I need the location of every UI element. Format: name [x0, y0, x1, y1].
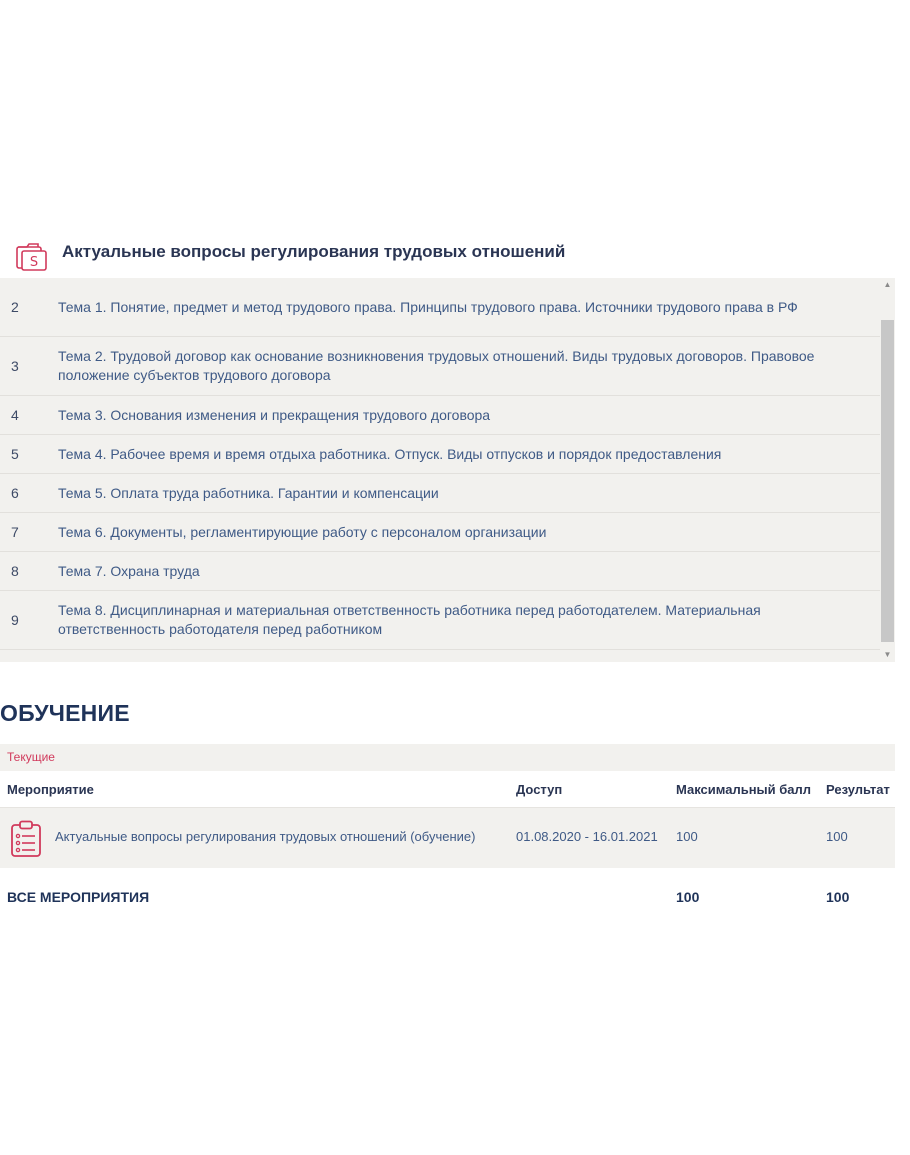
topic-row[interactable]	[0, 552, 880, 591]
topic-title[interactable]: Тема 8. Дисциплинарная и материальная ответственность работника перед работодателем. Материальная ответственность работодателя перед работником	[58, 602, 761, 637]
topic-title[interactable]: Тема 3. Основания изменения и прекращения трудового договора	[58, 406, 491, 423]
total-max-score: 100	[676, 889, 700, 905]
topic-title[interactable]: Тема 6. Документы, регламентирующие работу с персоналом организации	[58, 523, 547, 540]
topic-title[interactable]: Тема 5. Оплата труда работника. Гарантии и компенсации	[58, 484, 439, 501]
topic-title[interactable]: Тема 7. Охрана труда	[58, 562, 200, 579]
scrollbar-thumb[interactable]	[881, 320, 894, 642]
topic-list	[0, 288, 880, 650]
topic-row[interactable]	[0, 435, 880, 474]
table-header	[0, 771, 895, 808]
total-label: ВСЕ МЕРОПРИЯТИЯ	[7, 889, 150, 905]
topic-row[interactable]	[0, 591, 880, 650]
course-title: Актуальные вопросы регулирования трудовых отношений	[62, 242, 566, 261]
scroll-down-arrow-icon[interactable]: ▼	[883, 650, 892, 659]
column-header-result[interactable]: Результат	[826, 782, 890, 797]
total-row	[0, 868, 895, 923]
topic-number: 3	[11, 358, 19, 374]
column-header-event[interactable]: Мероприятие	[7, 782, 94, 797]
events-table	[0, 771, 895, 923]
clipboard-list-icon	[10, 820, 42, 858]
event-result: 100	[826, 829, 848, 844]
topic-row[interactable]	[0, 513, 880, 552]
document-s-icon	[14, 238, 48, 272]
topic-title[interactable]: Тема 1. Понятие, предмет и метод трудового права. Принципы трудового права. Источники трудового права в РФ	[58, 298, 798, 315]
topic-row[interactable]	[0, 278, 880, 337]
event-max-score: 100	[676, 829, 698, 844]
topic-row[interactable]	[0, 474, 880, 513]
topic-number: 2	[11, 299, 19, 315]
total-result: 100	[826, 889, 850, 905]
topic-number: 5	[11, 446, 19, 462]
topic-row[interactable]	[0, 396, 880, 435]
column-header-access[interactable]: Доступ	[516, 782, 563, 797]
course-panel	[0, 232, 895, 662]
event-access-dates: 01.08.2020 - 16.01.2021	[516, 829, 658, 844]
svg-text:S: S	[29, 255, 39, 270]
topic-title[interactable]: Тема 4. Рабочее время и время отдыха работника. Отпуск. Виды отпусков и порядок предоставления	[58, 445, 722, 462]
topic-number: 6	[11, 485, 19, 501]
table-row[interactable]	[0, 808, 895, 868]
topic-number: 8	[11, 563, 19, 579]
topic-number: 7	[11, 524, 19, 540]
scroll-up-arrow-icon[interactable]: ▲	[883, 280, 892, 289]
course-header	[0, 232, 895, 278]
topic-row[interactable]	[0, 337, 880, 396]
topic-number: 4	[11, 407, 19, 423]
column-header-max-score[interactable]: Максимальный балл	[676, 782, 812, 797]
learning-section-title: ОБУЧЕНИЕ	[0, 700, 130, 726]
tab-current[interactable]: Текущие	[0, 744, 65, 771]
scrollbar[interactable]	[880, 278, 895, 662]
topic-number: 9	[11, 612, 19, 628]
topic-title[interactable]: Тема 2. Трудовой договор как основание возникновения трудовых отношений. Виды трудовых договоров. Правовое положение субъектов трудового договора	[58, 348, 815, 383]
event-name-link[interactable]: Актуальные вопросы регулирования трудовых отношений (обучение)	[55, 829, 476, 844]
learning-panel	[0, 744, 895, 922]
